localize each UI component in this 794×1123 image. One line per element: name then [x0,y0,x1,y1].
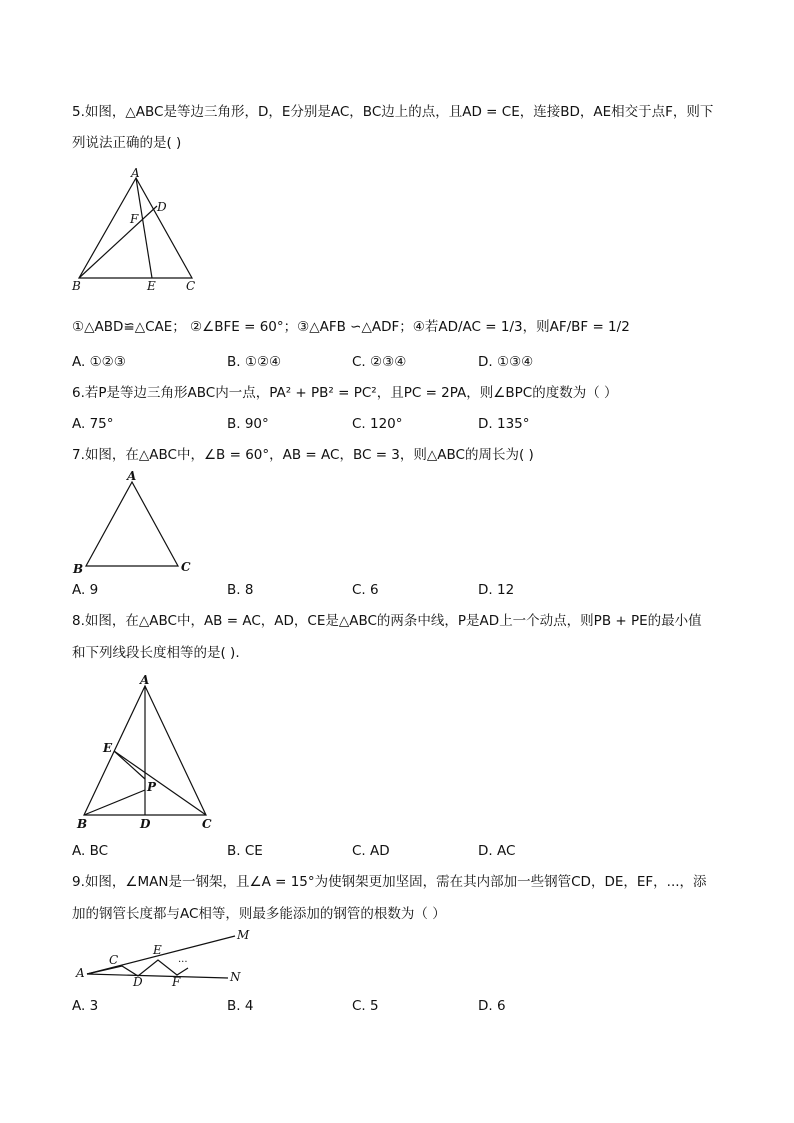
q5-option-c[interactable]: C. ②③④ [352,354,407,370]
q7-triangle-abc [86,482,178,566]
q5-stem-line2: 列说法正确的是( ) [72,135,182,151]
q8-median-ce [114,751,206,815]
q8-label-e: E [103,741,113,755]
q8-segment-pe [114,751,145,779]
q5-label-b: B [72,279,81,293]
q5-stem-line1: 5.如图，△ABC是等边三角形，D，E分别是AC，BC边上的点，且AD = CE，连接BD，AE相交于点F，则下 [72,104,714,120]
q7-option-d[interactable]: D. 12 [478,582,515,598]
q5-label-f: F [130,212,139,226]
q5-option-b[interactable]: B. ①②④ [227,354,282,370]
q6-option-d[interactable]: D. 135° [478,416,530,432]
q5-label-a: A [131,166,140,180]
q8-label-d: D [140,817,151,831]
q5-figure [70,166,200,296]
q5-option-a[interactable]: A. ①②③ [72,354,126,370]
q7-label-a: A [127,469,137,483]
q9-label-a: A [76,966,85,980]
q8-stem-line1: 8.如图，在△ABC中，AB = AC，AD，CE是△ABC的两条中线，P是AD上一个动点，则PB + PE的最小值 [72,613,702,629]
q5-label-e: E [147,279,156,293]
q8-label-b: B [77,817,88,831]
q9-stem-line1: 9.如图，∠MAN是一钢架，且∠A = 15°为使钢架更加坚固，需在其内部加一些钢管CD，DE，EF，...，添 [72,874,707,890]
q8-label-c: C [202,817,212,831]
q9-steel-pipes [87,960,188,976]
q8-option-b[interactable]: B. CE [227,843,263,859]
q8-label-p: P [147,780,157,794]
q9-label-dots: ... [178,954,188,965]
q6-option-b[interactable]: B. 90° [227,416,269,432]
q5-statements: ①△ABD≌△CAE； ②∠BFE = 60°；③△AFB ∽△ADF；④若AD/AC = 1/3，则AF/BF = 1/2 [72,319,630,335]
q8-stem-line2: 和下列线段长度相等的是( ). [72,645,240,661]
q7-label-b: B [73,562,84,576]
q7-option-a[interactable]: A. 9 [72,582,99,598]
q5-segment-bd [79,206,157,278]
q8-option-a[interactable]: A. BC [72,843,109,859]
q9-label-e: E [153,943,162,957]
q9-label-f: F [172,975,181,989]
q9-stem-line2: 加的钢管长度都与AC相等，则最多能添加的钢管的根数为（ ） [72,906,446,922]
q9-label-d: D [133,975,143,989]
q9-label-m: M [237,928,250,942]
q9-option-c[interactable]: C. 5 [352,998,379,1014]
q7-stem: 7.如图，在△ABC中，∠B = 60°，AB = AC，BC = 3，则△ABC的周长为( ) [72,447,534,463]
q9-option-b[interactable]: B. 4 [227,998,254,1014]
q9-figure [70,926,260,996]
q9-option-d[interactable]: D. 6 [478,998,506,1014]
q8-segment-pb [84,790,145,815]
q6-stem: 6.若P是等边三角形ABC内一点，PA² + PB² = PC²，且PC = 2PA，则∠BPC的度数为（ ） [72,385,618,401]
q9-ray-an [87,974,228,978]
q8-option-d[interactable]: D. AC [478,843,516,859]
q6-option-a[interactable]: A. 75° [72,416,114,432]
q8-label-a: A [140,673,150,687]
q9-option-a[interactable]: A. 3 [72,998,99,1014]
q6-option-c[interactable]: C. 120° [352,416,403,432]
q7-figure [70,470,200,580]
q9-label-c: C [109,953,119,967]
q7-label-c: C [181,560,191,574]
q7-option-c[interactable]: C. 6 [352,582,379,598]
q5-label-d: D [157,200,167,214]
q5-option-d[interactable]: D. ①③④ [478,354,534,370]
q5-label-c: C [186,279,196,293]
q8-figure [70,668,230,833]
q8-option-c[interactable]: C. AD [352,843,390,859]
q9-label-n: N [230,970,241,984]
q7-option-b[interactable]: B. 8 [227,582,254,598]
